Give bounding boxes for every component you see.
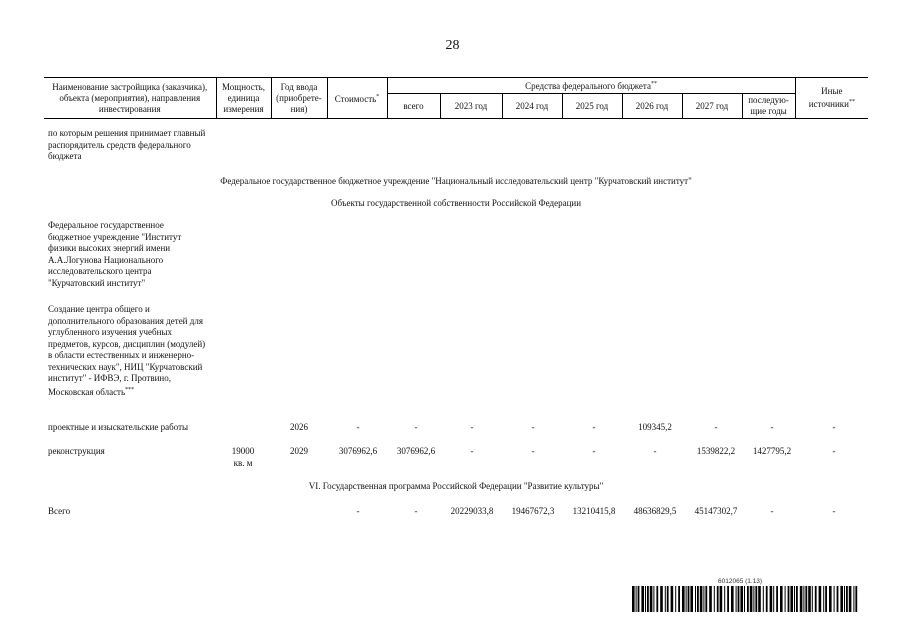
- row-design-2023: -: [470, 422, 474, 432]
- total-row-name: Всего: [48, 506, 71, 516]
- row-reconstruction-year: 2029: [290, 446, 308, 456]
- total-row-cost: -: [356, 506, 360, 516]
- intro-text: по которым решения принимает главный распорядитель средств федерального бюджета: [48, 128, 206, 161]
- total-row-2027: 45147302,7: [694, 506, 738, 516]
- total-row-later: -: [770, 506, 774, 516]
- total-row-2025: 13210415,8: [572, 506, 616, 516]
- total-row-other: -: [832, 506, 836, 516]
- col-year-header: Год ввода (приобрете-ния): [271, 78, 327, 119]
- subcol-2027: 2027 год: [682, 94, 742, 119]
- row-design-name: проектные и изыскательские работы: [48, 422, 189, 432]
- row-reconstruction-2025: -: [592, 446, 596, 456]
- row-design-other: -: [832, 422, 836, 432]
- col-cost-header: Стоимость*: [327, 78, 387, 119]
- total-row-2026: 48636829,5: [633, 506, 677, 516]
- row-reconstruction-capacity: 19000 кв. м: [231, 446, 255, 468]
- program-heading: VI. Государственная программа Российской Федерации "Развитие культуры": [308, 481, 604, 491]
- subcol-2025: 2025 год: [562, 94, 622, 119]
- row-design-total: -: [414, 422, 418, 432]
- total-row-total: -: [414, 506, 418, 516]
- subcol-2024: 2024 год: [502, 94, 562, 119]
- col-name-header: Наименование застройщика (заказчика), объекта (мероприятия), направления инвестирования: [44, 78, 216, 119]
- row-reconstruction-2024: -: [531, 446, 535, 456]
- subcol-later: последую-щие годы: [742, 94, 795, 119]
- subcol-total: всего: [387, 94, 440, 119]
- row-design-year: 2026: [290, 422, 308, 432]
- institution-heading: Федеральное государственное бюджетное учреждение "Национальный исследовательский центр "Курчатовский институт": [220, 176, 692, 186]
- row-design-2027: -: [714, 422, 718, 432]
- total-row-2024: 19467672,3: [511, 506, 555, 516]
- page-number: 28: [445, 38, 460, 53]
- row-design-2025: -: [592, 422, 596, 432]
- row-reconstruction-2026: -: [653, 446, 657, 456]
- row-reconstruction-other: -: [832, 446, 836, 456]
- row-design-2024: -: [531, 422, 535, 432]
- barcode-icon: [632, 586, 860, 612]
- subcol-2023: 2023 год: [440, 94, 502, 119]
- row-reconstruction-cost: 3076962,6: [338, 446, 378, 456]
- row-reconstruction-later: 1427795,2: [752, 446, 792, 456]
- federal-budget-header: Средства федерального бюджета**: [387, 78, 795, 94]
- row-design-2026: 109345,2: [638, 422, 672, 432]
- row-reconstruction-2023: -: [470, 446, 474, 456]
- objects-heading: Объекты государственной собственности Российской Федерации: [330, 198, 582, 208]
- row-reconstruction-name: реконструкция: [48, 446, 105, 456]
- row-reconstruction-total: 3076962,6: [396, 446, 436, 456]
- sub-institution-text: Федеральное государственное бюджетное учреждение "Институт физики высоких энергий имени А.А.Логунова Национального исследовательского центра "Курчатовский институт": [48, 220, 182, 288]
- col-capacity-header: Мощность, единица измерения: [216, 78, 271, 119]
- row-design-cost: -: [356, 422, 360, 432]
- row-reconstruction-2027: 1539822,2: [696, 446, 736, 456]
- subcol-2026: 2026 год: [622, 94, 682, 119]
- total-row-2023: 20229033,8: [450, 506, 494, 516]
- project-text: Создание центра общего и дополнительного образования детей для углубленного изучения учебных предметов, курсов, дисциплин (модулей) в области естественных и инженерно-технических наук", НИЦ "Курчатовский институт" - ИФВЭ, г. Протвино, Московская область***: [48, 304, 206, 397]
- barcode-label: 6012065 (1.13): [718, 578, 763, 585]
- col-other-header: Иные источники**: [795, 78, 868, 119]
- row-design-later: -: [770, 422, 774, 432]
